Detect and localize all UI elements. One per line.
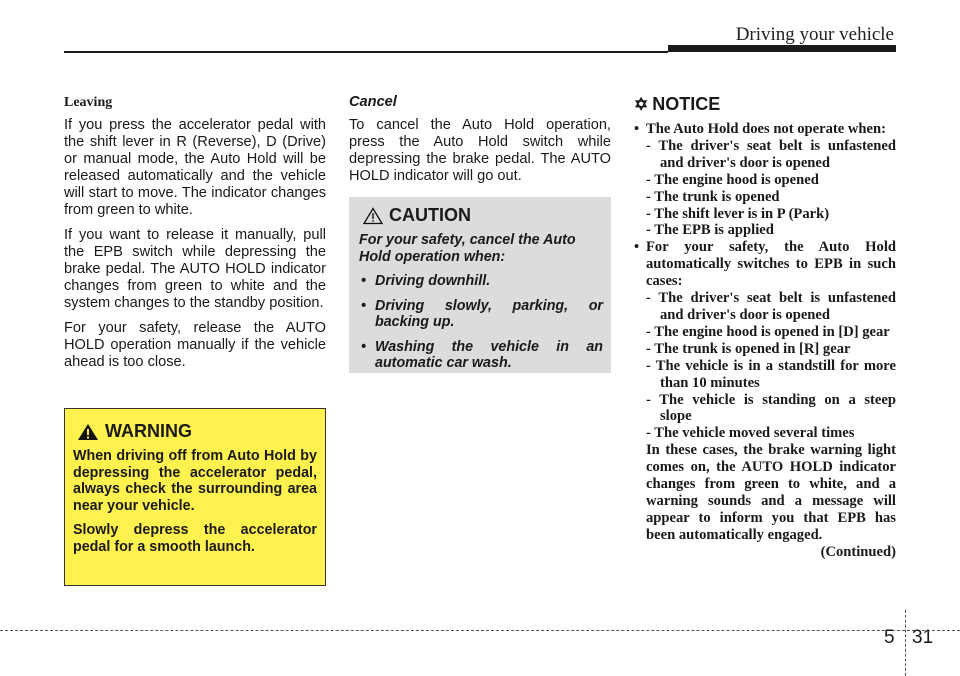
warning-text: Slowly depress the accelerator pedal for a smooth launch.	[73, 522, 317, 555]
caution-box	[349, 197, 611, 373]
notice-list-item: - The trunk is opened	[646, 188, 780, 205]
leaving-paragraph: For your safety, release the AUTO HOLD operation manually if the vehicle ahead is too close.	[64, 320, 326, 370]
notice-list-item: - The EPB is applied	[646, 222, 774, 239]
notice-list-item: - The driver's seat belt is unfastened and driver's door is opened	[646, 137, 896, 171]
leaving-paragraph: If you want to release it manually, pull the EPB switch while depressing the brake pedal. The AUTO HOLD indicator changes from green to white and the system changes to the standby position.	[64, 227, 326, 311]
caution-item: • Washing the vehicle in an automatic car wash.	[359, 339, 603, 372]
section-title: Driving your vehicle	[735, 24, 894, 45]
notice-bullet-text: • For your safety, the Auto Hold automatically switches to EPB in such cases:	[646, 239, 896, 290]
footer-rule	[0, 630, 960, 631]
notice-list-item: - The driver's seat belt is unfastened and driver's door is opened	[646, 290, 896, 323]
continued-label: (Continued)	[820, 543, 896, 560]
header-rule	[64, 51, 668, 53]
cancel-heading: Cancel	[349, 94, 397, 110]
notice-body	[634, 121, 896, 561]
warning-icon	[77, 423, 99, 441]
caution-item: • Driving downhill.	[359, 273, 603, 290]
caution-icon	[363, 207, 383, 225]
notice-icon: ✡	[634, 94, 649, 114]
chapter-number: 5	[884, 627, 895, 648]
caution-title-row	[363, 205, 603, 226]
cancel-section	[349, 94, 611, 193]
notice-list-item: - The vehicle is standing on a steep slope	[646, 391, 896, 425]
notice-list-item: - The engine hood is opened	[646, 171, 819, 188]
cancel-text: To cancel the Auto Hold operation, press the Auto Hold switch while depressing the brake pedal. The AUTO HOLD indicator will go out.	[349, 117, 611, 184]
page-number: 31	[912, 627, 934, 648]
leaving-heading: Leaving	[64, 95, 113, 110]
header-rule-bold	[668, 45, 896, 52]
notice-list-item: - The vehicle is in a standstill for more than 10 minutes	[646, 357, 896, 391]
notice-list-item: - The vehicle moved several times	[646, 425, 855, 442]
notice-list-item: - The trunk is opened in [R] gear	[646, 340, 851, 357]
footer-separator	[905, 610, 906, 676]
notice-section	[634, 94, 896, 561]
notice-bullet	[634, 239, 896, 290]
warning-text: When driving off from Auto Hold by depressing the accelerator pedal, always check the surrounding area near your vehicle.	[73, 448, 317, 514]
notice-list-item: - The engine hood is opened in [D] gear	[646, 323, 890, 340]
caution-list	[359, 273, 603, 372]
notice-bullet	[634, 121, 896, 138]
notice-list-item: - The shift lever is in P (Park)	[646, 205, 830, 222]
warning-title: WARNING	[105, 421, 192, 441]
notice-title: NOTICE	[652, 94, 721, 114]
warning-title-row	[77, 421, 317, 442]
leaving-paragraph: If you press the accelerator pedal with the shift lever in R (Reverse), D (Drive) or manual mode, the Auto Hold will be released automatically and the vehicle will start to move. The indicator changes from green to white.	[64, 117, 326, 218]
notice-title-row	[634, 94, 896, 115]
caution-item: • Driving slowly, parking, or backing up.	[359, 298, 603, 331]
leaving-section	[64, 94, 326, 379]
caution-title: CAUTION	[389, 205, 471, 225]
notice-closing: In these cases, the brake warning light comes on, the AUTO HOLD indicator changes from green to white, and a warning sounds and a message will appear to inform you that EPB has been automatically engaged.	[646, 442, 896, 543]
caution-intro: For your safety, cancel the Auto Hold operation when:	[359, 232, 576, 265]
warning-box	[64, 408, 326, 586]
notice-bullet-text: • The Auto Hold does not operate when:	[646, 121, 886, 137]
